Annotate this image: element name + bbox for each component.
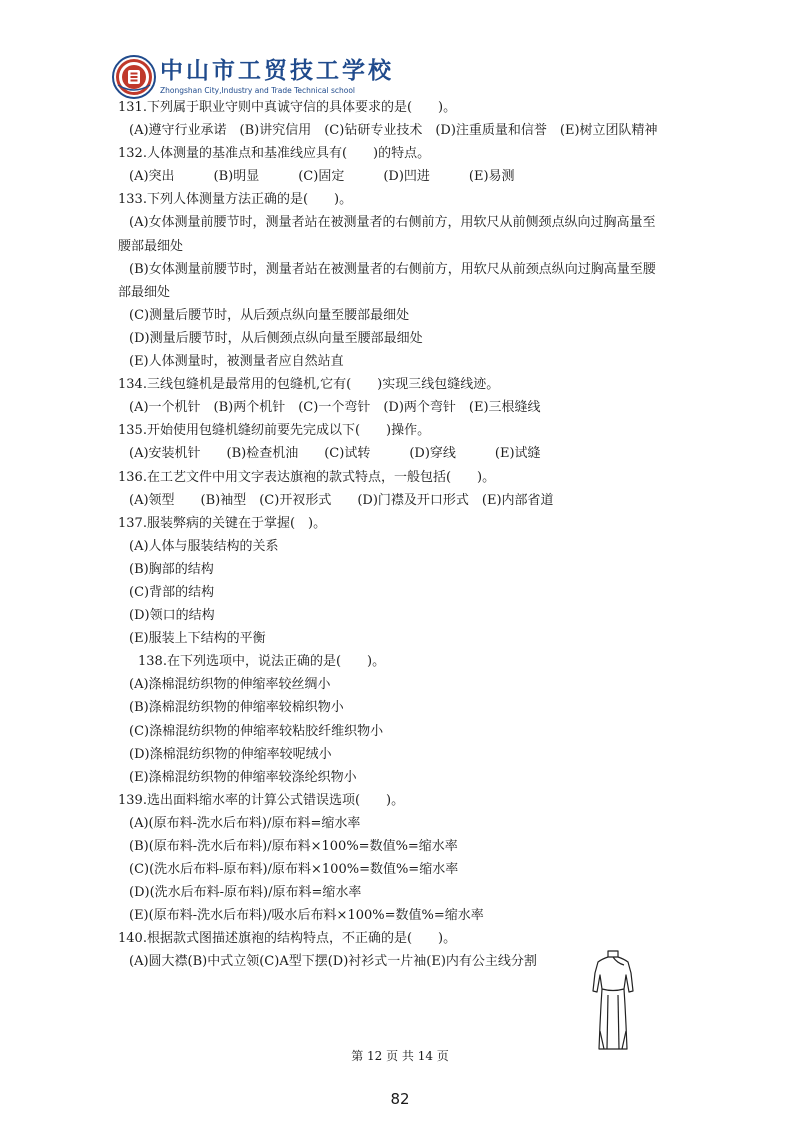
option-line: (E)涤棉混纺织物的伸缩率较涤纶织物小 <box>129 769 357 785</box>
qipao-sketch-icon <box>583 945 643 1055</box>
option-line: (A)安装机针 (B)检查机油 (C)试转 (D)穿线 (E)试缝 <box>129 446 541 462</box>
option-line: (E)人体测量时，被测量者应自然站直 <box>129 354 344 370</box>
option-line: (A)一个机针 (B)两个机针 (C)一个弯针 (D)两个弯针 (E)三根缝线 <box>129 400 541 416</box>
question-line: 131.下列属于职业守则中真诚守信的具体要求的是( )。 <box>118 100 457 115</box>
question-line: 133.下列人体测量方法正确的是( )。 <box>118 192 353 208</box>
school-name-en: Zhongshan City,Industry and Trade Technical school <box>160 86 355 95</box>
option-line: (C)涤棉混纺织物的伸缩率较粘胶纤维织物小 <box>129 723 384 739</box>
option-line: (A)涤棉混纺织物的伸缩率较丝绸小 <box>129 677 331 693</box>
option-line: (B)(原布料-洗水后布料)/原布料×100%=数值%=缩水率 <box>129 839 458 854</box>
option-line: (A)人体与服装结构的关系 <box>129 538 279 554</box>
page-label: 第 12 页 共 14 页 <box>351 1049 449 1063</box>
option-line: (A)女体测量前腰节时，测量者站在被测量者的右侧前方，用软尺从前侧颈点纵向过胸高量至 <box>129 215 656 231</box>
option-line: (D)涤棉混纺织物的伸缩率较呢绒小 <box>129 746 332 762</box>
question-line: 140.根据款式图描述旗袍的结构特点，不正确的是( )。 <box>118 931 457 947</box>
option-line: (A)(原布料-洗水后布料)/原布料=缩水率 <box>129 815 361 831</box>
school-name-cn: 中山市工贸技工学校 <box>160 58 394 84</box>
option-line: (C)背部的结构 <box>129 584 215 600</box>
option-line: (D)领口的结构 <box>129 608 215 624</box>
question-line: 139.选出面料缩水率的计算公式错误选项( )。 <box>118 792 405 808</box>
option-line: (B)胸部的结构 <box>129 561 214 577</box>
option-line: (C)(洗水后布料-原布料)/原布料×100%=数值%=缩水率 <box>129 862 459 878</box>
question-line: 138.在下列选项中，说法正确的是( )。 <box>138 654 386 670</box>
option-line: (A)圆大襟(B)中式立领(C)A型下摆(D)衬衫式一片袖(E)内有公主线分割 <box>129 954 537 970</box>
question-line: 134.三线包缝机是最常用的包缝机,它有( )实现三线包缝线迹。 <box>118 377 500 393</box>
option-line: (A)领型 (B)袖型 (C)开衩形式 (D)门襟及开口形式 (E)内部省道 <box>129 492 554 508</box>
question-line: 腰部最细处 <box>118 238 184 254</box>
question-line: 137.服装弊病的关键在于掌握( )。 <box>118 515 327 531</box>
question-list <box>118 96 718 974</box>
question-line: 135.开始使用包缝机缝纫前要先完成以下( )操作。 <box>118 423 431 439</box>
option-line: (E)(原布料-洗水后布料)/吸水后布料×100%=数值%=缩水率 <box>129 908 484 924</box>
sheet-number: 82 <box>390 1090 410 1108</box>
option-line: (B)女体测量前腰节时，测量者站在被测量者的右侧前方，用软尺从前颈点纵向过胸高量至腰 <box>129 261 656 277</box>
option-line: (D)(洗水后布料-原布料)/原布料=缩水率 <box>129 885 362 901</box>
question-line: 132.人体测量的基准点和基准线应具有( )的特点。 <box>118 146 431 162</box>
option-line: (A)突出 (B)明显 (C)固定 (D)凹进 (E)易测 <box>129 169 515 185</box>
option-line: (A)遵守行业承诺 (B)讲究信用 (C)钻研专业技术 (D)注重质量和信誉 (E)树立团队精神 <box>129 123 658 139</box>
option-line: (B)涤棉混纺织物的伸缩率较棉织物小 <box>129 700 344 716</box>
question-line: 136.在工艺文件中用文字表达旗袍的款式特点，一般包括( )。 <box>118 469 496 485</box>
question-line: 部最细处 <box>118 284 171 300</box>
option-line: (C)测量后腰节时，从后颈点纵向量至腰部最细处 <box>129 307 410 323</box>
school-logo-icon <box>112 55 156 99</box>
school-header <box>112 55 412 101</box>
option-line: (E)服装上下结构的平衡 <box>129 631 266 647</box>
option-line: (D)测量后腰节时，从后侧颈点纵向量至腰部最细处 <box>129 330 423 346</box>
